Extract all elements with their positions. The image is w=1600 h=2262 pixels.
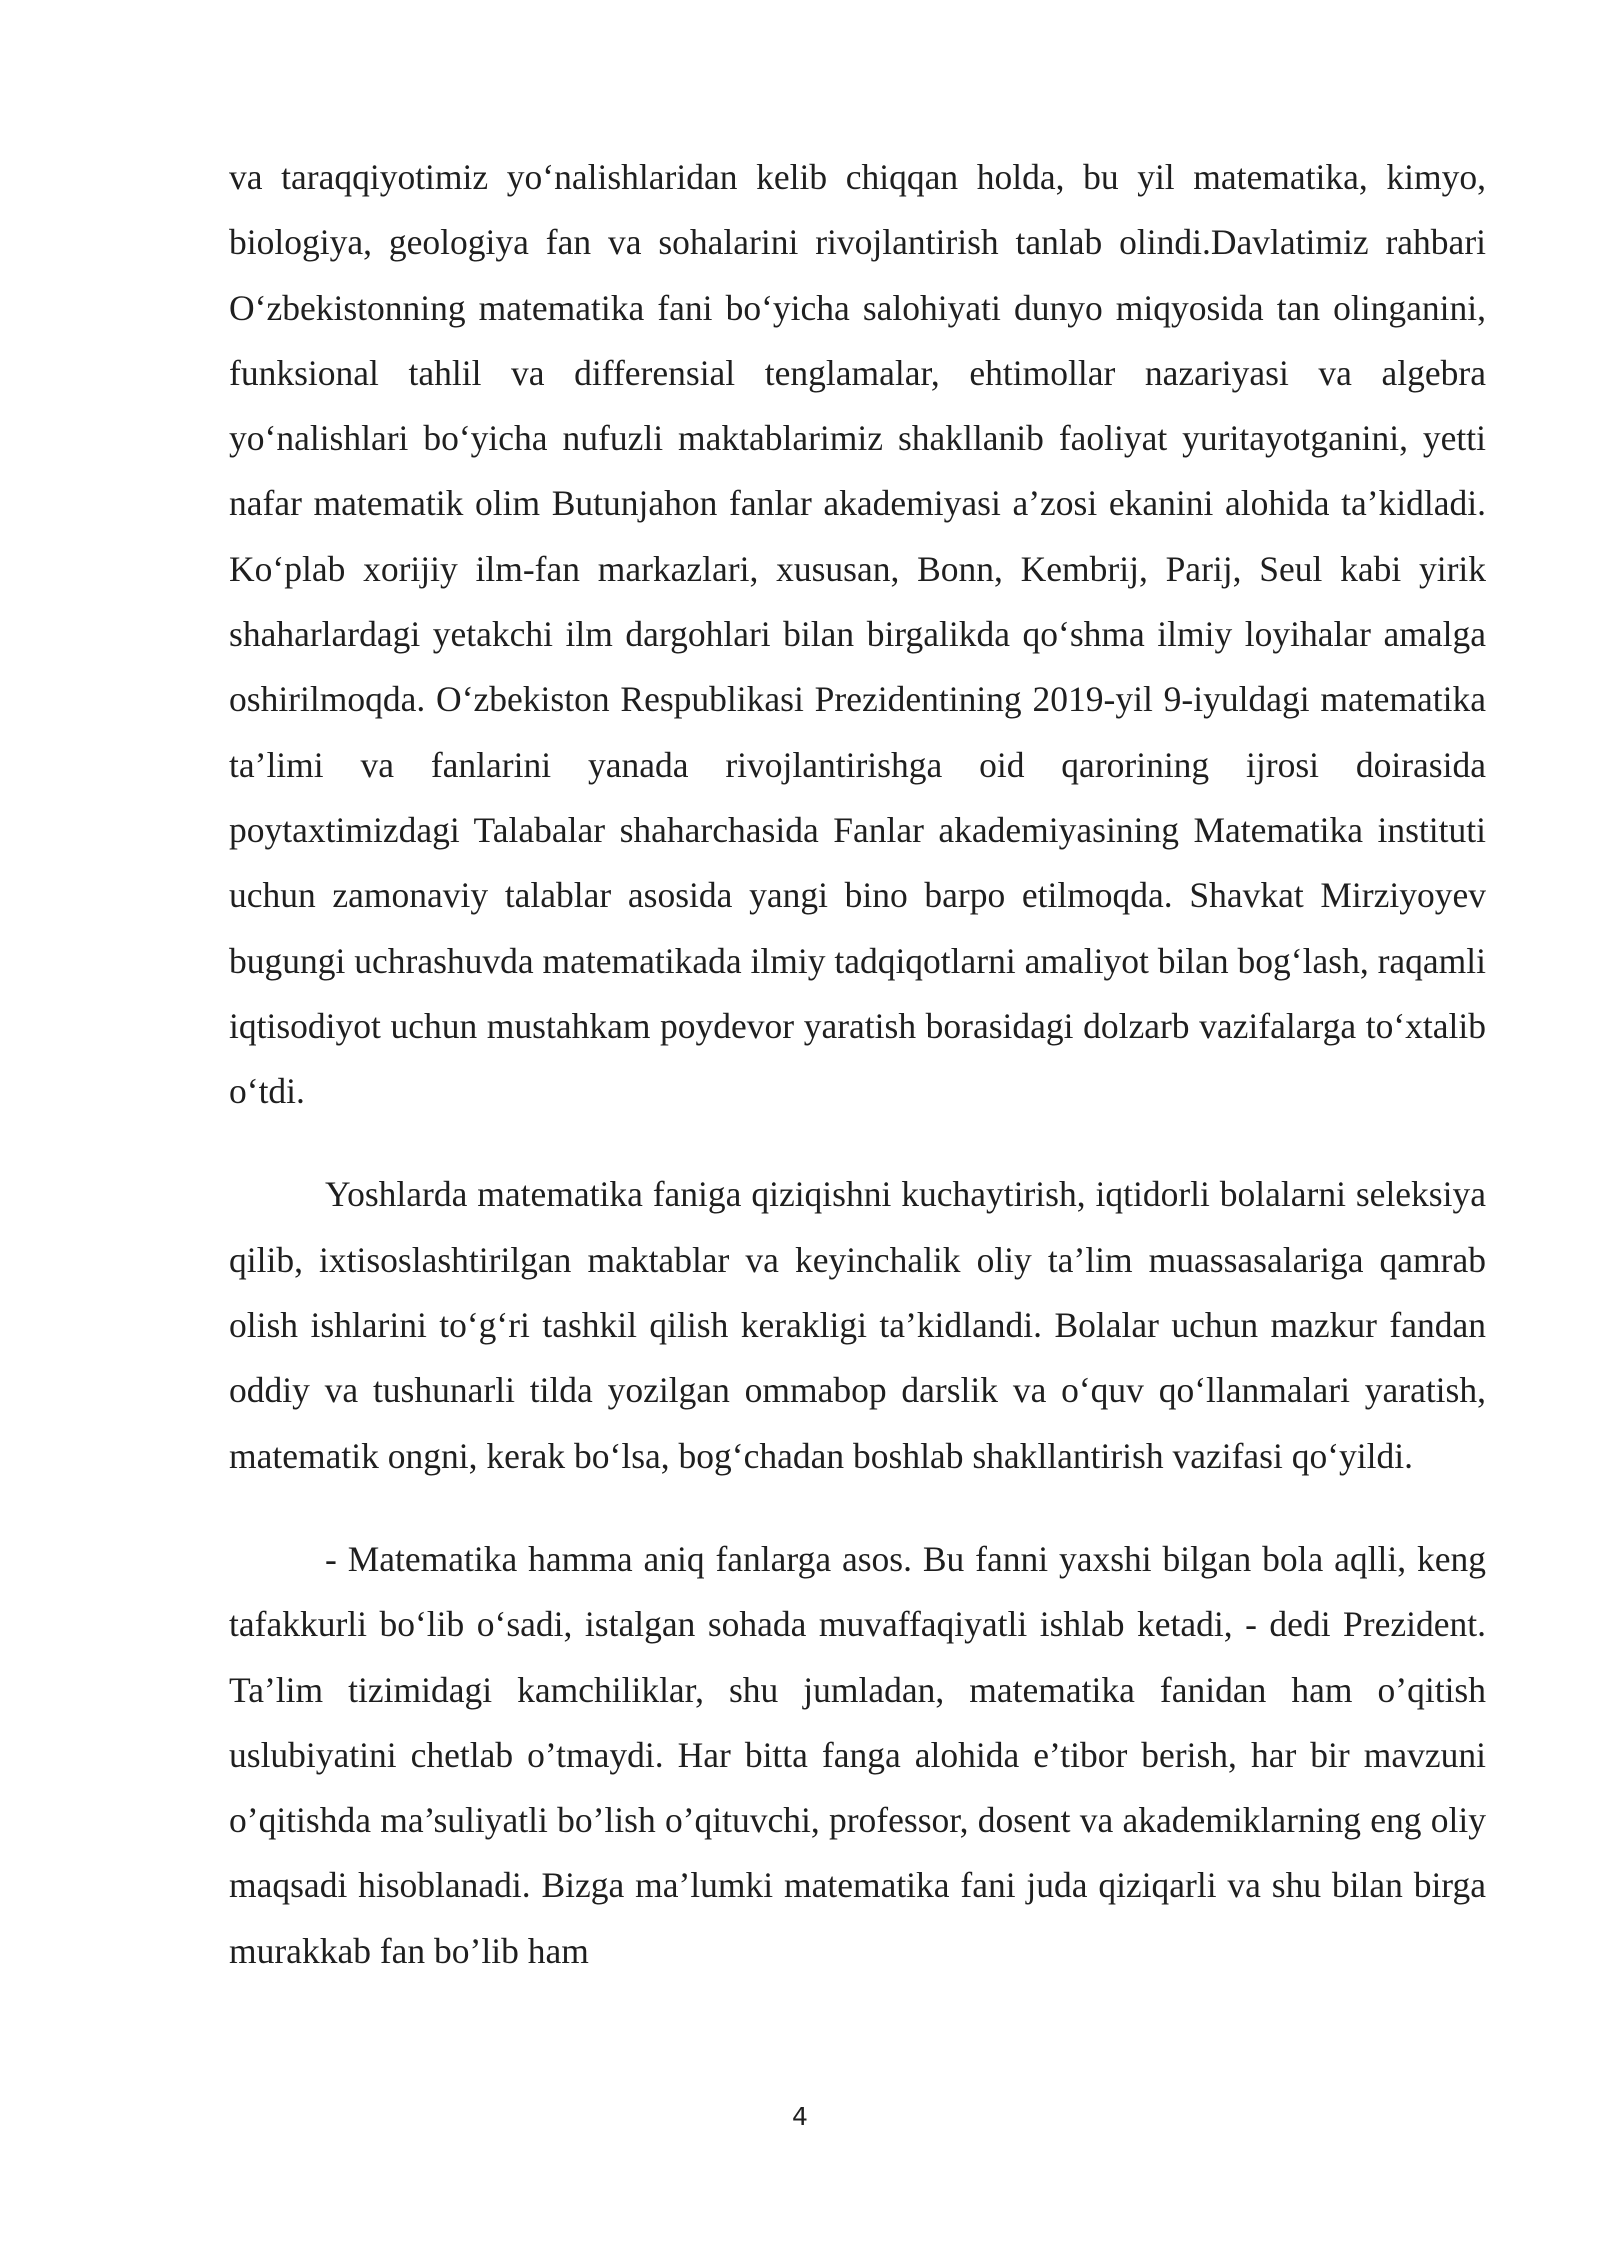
paragraph-2: Yoshlarda matematika faniga qiziqishni kuchaytirish, iqtidorli bolalarni seleksiya qilib, ixtisoslashtirilgan maktablar va keyinchalik oliy ta’lim muassasalariga qamrab olish ishlarini to‘g‘ri tashkil qilish kerakligi ta’kidlandi. Bolalar uchun mazkur fandan oddiy va tushunarli tilda yozilgan ommabop darslik va o‘quv qo‘llanmalari yaratish, matematik ongni, kerak bo‘lsa, bog‘chadan boshlab shakllantirish vazifasi qo‘yildi.	[229, 1174, 1486, 1476]
paragraph-1: va taraqqiyotimiz yo‘nalishlaridan kelib chiqqan holda, bu yil matematika, kimyo, biologiya, geologiya fan va sohalarini rivojlantirish tanlab olindi.Davlatimiz rahbari O‘zbekistonning matematika fani bo‘yicha salohiyati dunyo miqyosida tan olinganini, funksional tahlil va differensial tenglamalar, ehtimollar nazariyasi va algebra yo‘nalishlari bo‘yicha nufuzli maktablarimiz shakllanib faoliyat yuritayotganini, yetti nafar matematik olim Butunjahon fanlar akademiyasi a’zosi ekanini alohida ta’kidladi. Ko‘plab xorijiy ilm-fan markazlari, xususan, Bonn, Kembrij, Parij, Seul kabi yirik shaharlardagi yetakchi ilm dargohlari bilan birgalikda qo‘shma ilmiy loyihalar amalga oshirilmoqda. O‘zbekiston Respublikasi Prezidentining 2019-yil 9-iyuldagi matematika ta’limi va fanlarini yanada rivojlantirishga oid qarorining ijrosi doirasida poytaxtimizdagi Talabalar shaharchasida Fanlar akademiyasining Matematika instituti uchun zamonaviy talablar asosida yangi bino barpo etilmoqda. Shavkat Mirziyoyev bugungi uchrashuvda matematikada ilmiy tadqiqotlarni amaliyot bilan bog‘lash, raqamli iqtisodiyot uchun mustahkam poydevor yaratish borasidagi dolzarb vazifalarga to‘xtalib o‘tdi.	[229, 157, 1486, 1112]
page-number: 4	[792, 2102, 808, 2131]
body-text	[229, 145, 1486, 1984]
paragraph-3: - Matematika hamma aniq fanlarga asos. Bu fanni yaxshi bilgan bola aqlli, keng tafakkurli bo‘lib o‘sadi, istalgan sohada muvaffaqiyatli ishlab ketadi, - dedi Prezident. Ta’lim tizimidagi kamchiliklar, shu jumladan, matematika fanidan ham o’qitish uslubiyatini chetlab o’tmaydi. Har bitta fanga alohida e’tibor berish, har bir mavzuni o’qitishda ma’suliyatli bo’lish o’qituvchi, professor, dosent va akademiklarning eng oliy maqsadi hisoblanadi. Bizga ma’lumki matematika fani juda qiziqarli va shu bilan birga murakkab fan bo’lib ham	[229, 1538, 1486, 1971]
